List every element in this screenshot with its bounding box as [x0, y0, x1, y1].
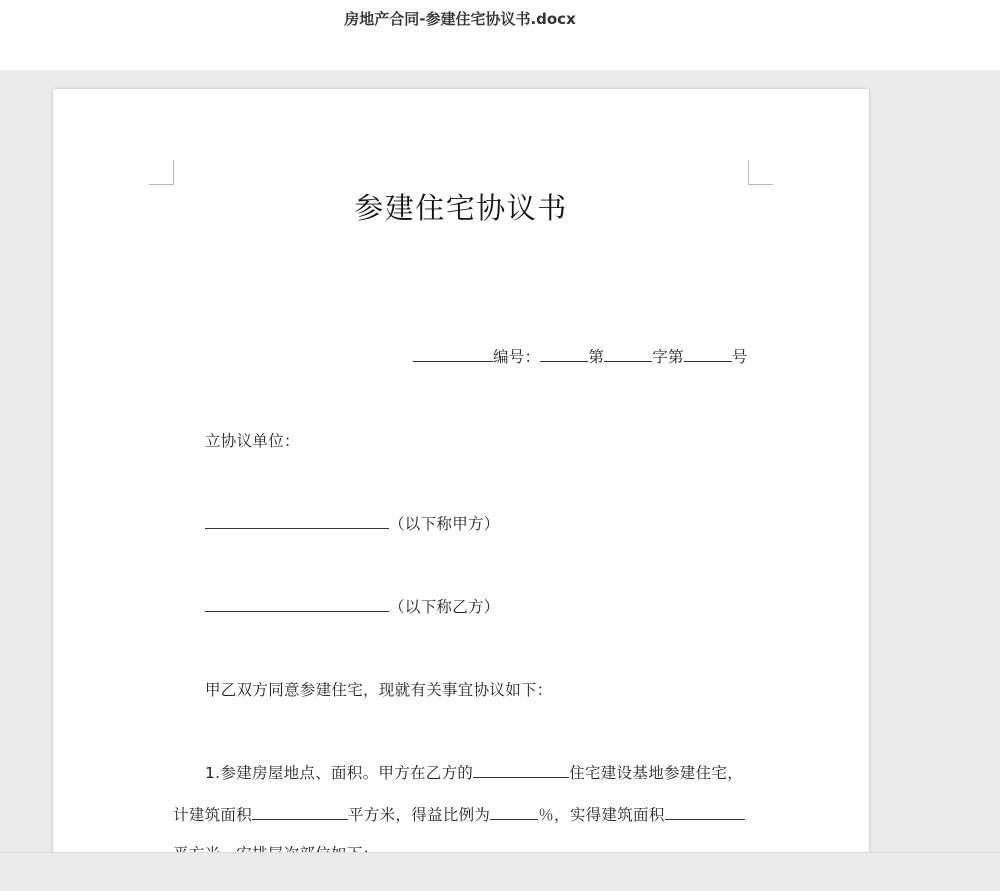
- number-label: 编号：: [493, 348, 541, 366]
- clause-1-blank-actual-area: [665, 818, 745, 820]
- clause-1-line-1: [205, 761, 743, 783]
- number-blank-1: [540, 360, 588, 362]
- clause-1-text-3: 计建筑面积: [173, 806, 253, 824]
- party-a-suffix: （以下称甲方）: [389, 515, 500, 533]
- party-a-line: [205, 512, 500, 534]
- number-word-di: 第: [588, 348, 605, 366]
- number-word-zidi: 字第: [652, 348, 684, 366]
- status-bar: [0, 852, 1000, 891]
- parties-label: 立协议单位：: [205, 432, 300, 450]
- document-heading: 参建住宅协议书: [354, 191, 568, 225]
- number-blank-org: [413, 360, 493, 362]
- party-a-blank: [205, 527, 389, 529]
- clause-1-text-1: 1.参建房屋地点、面积。甲方在乙方的: [205, 764, 474, 782]
- clause-1-blank-ratio: [490, 818, 538, 820]
- clause-1-text-2: 住宅建设基地参建住宅，: [569, 764, 744, 782]
- agreement-intro: 甲乙双方同意参建住宅，现就有关事宜协议如下：: [205, 681, 553, 699]
- number-word-hao: 号: [731, 348, 748, 366]
- document-title: 房地产合同-参建住宅协议书.docx: [344, 10, 576, 28]
- document-page: [53, 89, 869, 889]
- title-bar: [0, 0, 1000, 70]
- margin-corner-top-right: [748, 160, 773, 185]
- number-blank-3: [684, 360, 732, 362]
- clause-1-text-5: ％，实得建筑面积: [538, 806, 665, 824]
- document-viewer[interactable]: [0, 70, 1000, 852]
- clause-1-blank-base: [473, 776, 569, 778]
- margin-corner-top-left: [149, 160, 174, 185]
- clause-1-line-2: [173, 803, 745, 825]
- number-line: [413, 345, 748, 367]
- party-b-line: [205, 595, 500, 617]
- clause-1-blank-area: [252, 818, 348, 820]
- number-blank-2: [604, 360, 652, 362]
- party-b-blank: [205, 610, 389, 612]
- clause-1-text-4: 平方米，得益比例为: [348, 806, 491, 824]
- party-b-suffix: （以下称乙方）: [389, 598, 500, 616]
